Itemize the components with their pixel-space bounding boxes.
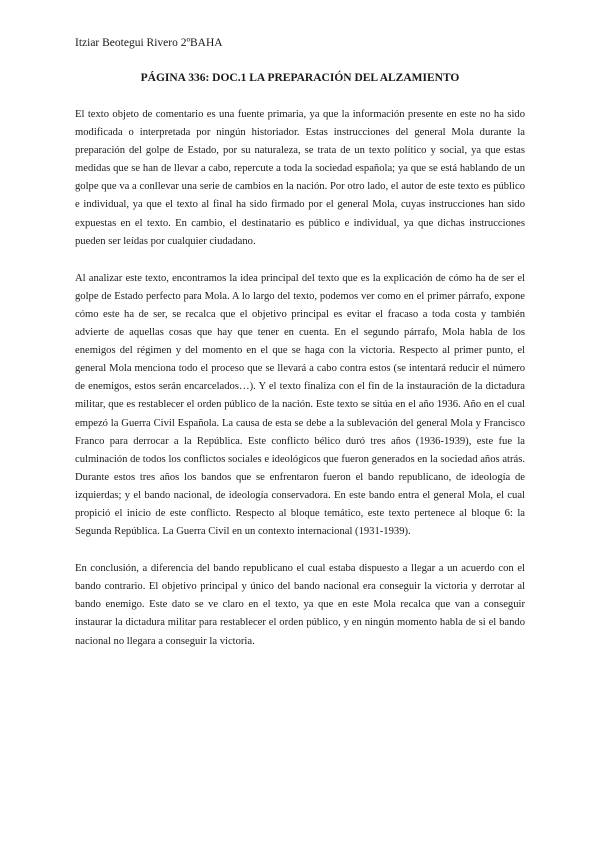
author-name: Itziar Beotegui Rivero 2ºBAHA (75, 37, 223, 49)
document-title: PÁGINA 336: DOC.1 LA PREPARACIÓN DEL ALZAMIENTO (140, 72, 460, 84)
document-body (75, 106, 525, 651)
paragraph-3: En conclusión, a diferencia del bando republicano el cual estaba dispuesto a llegar a un acuerdo con el bando contrario. El objetivo principal y único del bando nacional era conseguir la victoria y derrotar al bando enemigo. Este dato se ve claro en el texto, ya que en este Mola recalca que van a conseguir instaurar la dictadura militar para restablecer el orden público, y en ningún momento habla de si el bando nacional no llegara a conseguir la victoria. (75, 563, 525, 647)
paragraph-1: El texto objeto de comentario es una fuente primaria, ya que la información presente en este no ha sido modificada o interpretada por ningún historiador. Estas instrucciones del general Mola durante la preparación del golpe de Estado, por su naturaleza, se trata de un texto político y social, ya que estas medidas que se han de llevar a cabo, repercute a toda la sociedad española; ya que se está hablando de un golpe que va a conllevar una serie de cambios en la nación. Por otro lado, el autor de este texto es público e individual, ya que el texto al final ha sido firmado por el general Mola, cuyas instrucciones han sido expuestas en el texto. En cambio, el destinatario es público e individual, ya que dichas instrucciones pueden ser leídas por cualquier ciudadano. (75, 109, 525, 247)
paragraph-2: Al analizar este texto, encontramos la idea principal del texto que es la explicación de cómo ha de ser el golpe de Estado perfecto para Mola. A lo largo del texto, podemos ver como en el primer párrafo, expone cómo este ha de ser, se recalca que el objetivo principal es evitar el fracaso a toda costa y también advierte de aquellas cosas que hay que tener en cuenta. En el segundo párrafo, Mola habla de los enemigos del régimen y del momento en el que se haga con la victoria. Respecto al primer punto, el general Mola menciona todo el proceso que se llevará a cabo contra estos (se intentará reducir el número de enemigos, estos serán encarcelados…). Y el texto finaliza con el fin de la instauración de la dictadura militar, que es restablecer el orden público de la nación. Este texto se sitúa en el año 1936. Año en el cual empezó la Guerra Civil Española. La causa de esta se debe a la sublevación del general Mola y Francisco Franco para derrocar a la República. Este conflicto bélico duró tres años (1936-1939), este fue la culminación de todos los conflictos sociales e ideológicos que fueron generados en la sociedad años atrás. Durante estos tres años los bandos que se enfrentaron fueron el bando republicano, de ideología de izquierdas; y el bando nacional, de ideología conservadora. En este bando entra el general Mola, el cual propició el inicio de este conflicto. Respecto al bloque temático, este texto pertenece al bloque 6: la Segunda República. La Guerra Civil en un contexto internacional (1931-1939). (75, 272, 525, 538)
